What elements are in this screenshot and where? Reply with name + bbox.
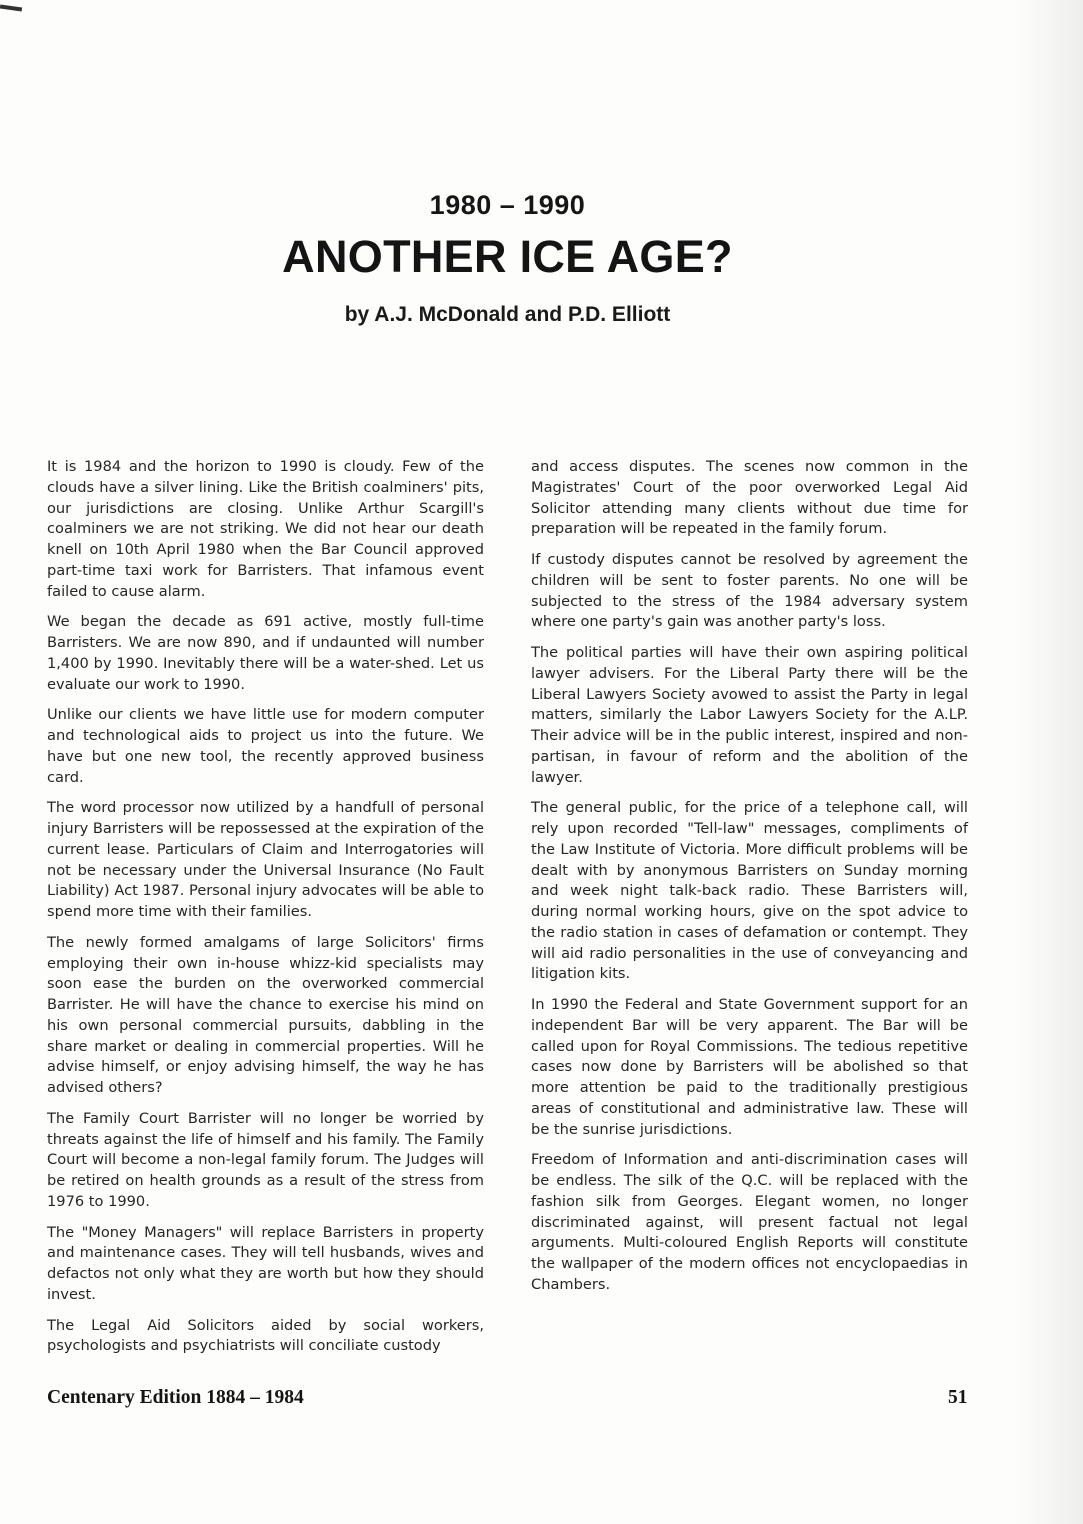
paragraph: The political parties will have their own aspiring political lawyer advisers. For the Liberal Party there will be the Liberal Lawyers Society avowed to assist the Party in legal matters, similarly the Labor Lawyers Society for the A.LP. Their advice will be in the public interest, inspired and non-partisan, in favour of reform and the abolition of the lawyer. [531,644,968,786]
paragraph: It is 1984 and the horizon to 1990 is cloudy. Few of the clouds have a silver lining. Like the British coalminers' pits, our jurisdictions are closing. Unlike Arthur Scargill's coalminers we are not striking. We did not hear our death knell on 10th April 1980 when the Bar Council approved part-time taxi work for Barristers. That infamous event failed to cause alarm. [47,458,484,600]
paragraph: The "Money Managers" will replace Barristers in property and maintenance cases. They will tell husbands, wives and defactos not only what they are worth but how they should invest. [47,1223,484,1303]
paragraph: The general public, for the price of a telephone call, will rely upon recorded "Tell-law" messages, compliments of the Law Institute of Victoria. More difficult problems will be dealt with by anonymous Barristers on Sunday morning and week night talk-back radio. These Barristers will, during normal working hours, give on the spot advice to the radio station in cases of defamation or contempt. They will aid radio personalities in the use of conveyancing and litigation kits. [531,799,968,983]
paragraph: The Legal Aid Solicitors aided by social workers, psychologists and psychiatrists will conciliate custody [47,1316,484,1355]
scan-mark [0,4,22,11]
paragraph: The Family Court Barrister will no longer be worried by threats against the life of himself and his family. The Family Court will become a non-legal family forum. The Judges will be retired on health grounds as a result of the stress from 1976 to 1990. [47,1109,484,1210]
paragraph: Freedom of Information and anti-discrimination cases will be endless. The silk of the Q.C. will be replaced with the fashion silk from Georges. Elegant women, no longer discriminated against, will present factual not legal arguments. Multi-coloured English Reports will constitute the wallpaper of the modern offices not encyclopaedias in Chambers. [531,1151,968,1293]
article-byline: by A.J. McDonald and P.D. Elliott [344,303,671,326]
paragraph: The word processor now utilized by a handfull of personal injury Barristers will be repossessed at the expiration of the current lease. Particulars of Claim and Interrogatories will not be necessary under the Universal Insurance (No Fault Liability) Act 1987. Personal injury advocates will be able to spend more time with their families. [47,799,484,920]
paragraph: In 1990 the Federal and State Government support for an independent Bar will be very apparent. The Bar will be called upon for Royal Commissions. The tedious repetitive cases now done by Barristers will be abolished so that more attention be paid to the traditionally prestigious areas of constitutional and administrative law. These will be the sunrise jurisdictions. [531,996,968,1138]
paragraph: We began the decade as 691 active, mostly full-time Barristers. We are now 890, and if undaunted will number 1,400 by 1990. Inevitably there will be a water-shed. Let us evaluate our work to 1990. [47,613,484,693]
footer-edition: Centenary Edition 1884 – 1984 [47,1387,304,1408]
article-years: 1980 – 1990 [429,190,586,220]
right-column [531,457,968,1306]
left-column [47,457,484,1367]
page-edge-shadow [1013,0,1083,1524]
paragraph: If custody disputes cannot be resolved by agreement the children will be sent to foster parents. No one will be subjected to the stress of the 1984 adversary system where one party's gain was another party's loss. [531,551,968,631]
paragraph: The newly formed amalgams of large Solicitors' firms employing their own in-house whizz-kid specialists may soon ease the burden on the overworked commercial Barrister. He will have the chance to exercise his mind on his own personal commercial pursuits, dabbling in the share market or dealing in commercial properties. Will he advise himself, or enjoy advising himself, the way he has advised others? [47,933,484,1096]
paragraph: and access disputes. The scenes now common in the Magistrates' Court of the poor overworked Legal Aid Solicitor attending many clients without due time for preparation will be repeated in the family forum. [531,458,968,538]
article-header [0,190,1015,327]
article-title: ANOTHER ICE AGE? [282,231,733,282]
page-number: 51 [948,1387,968,1408]
paragraph: Unlike our clients we have little use for modern computer and technological aids to project us into the future. We have but one new tool, the recently approved business card. [47,706,484,786]
